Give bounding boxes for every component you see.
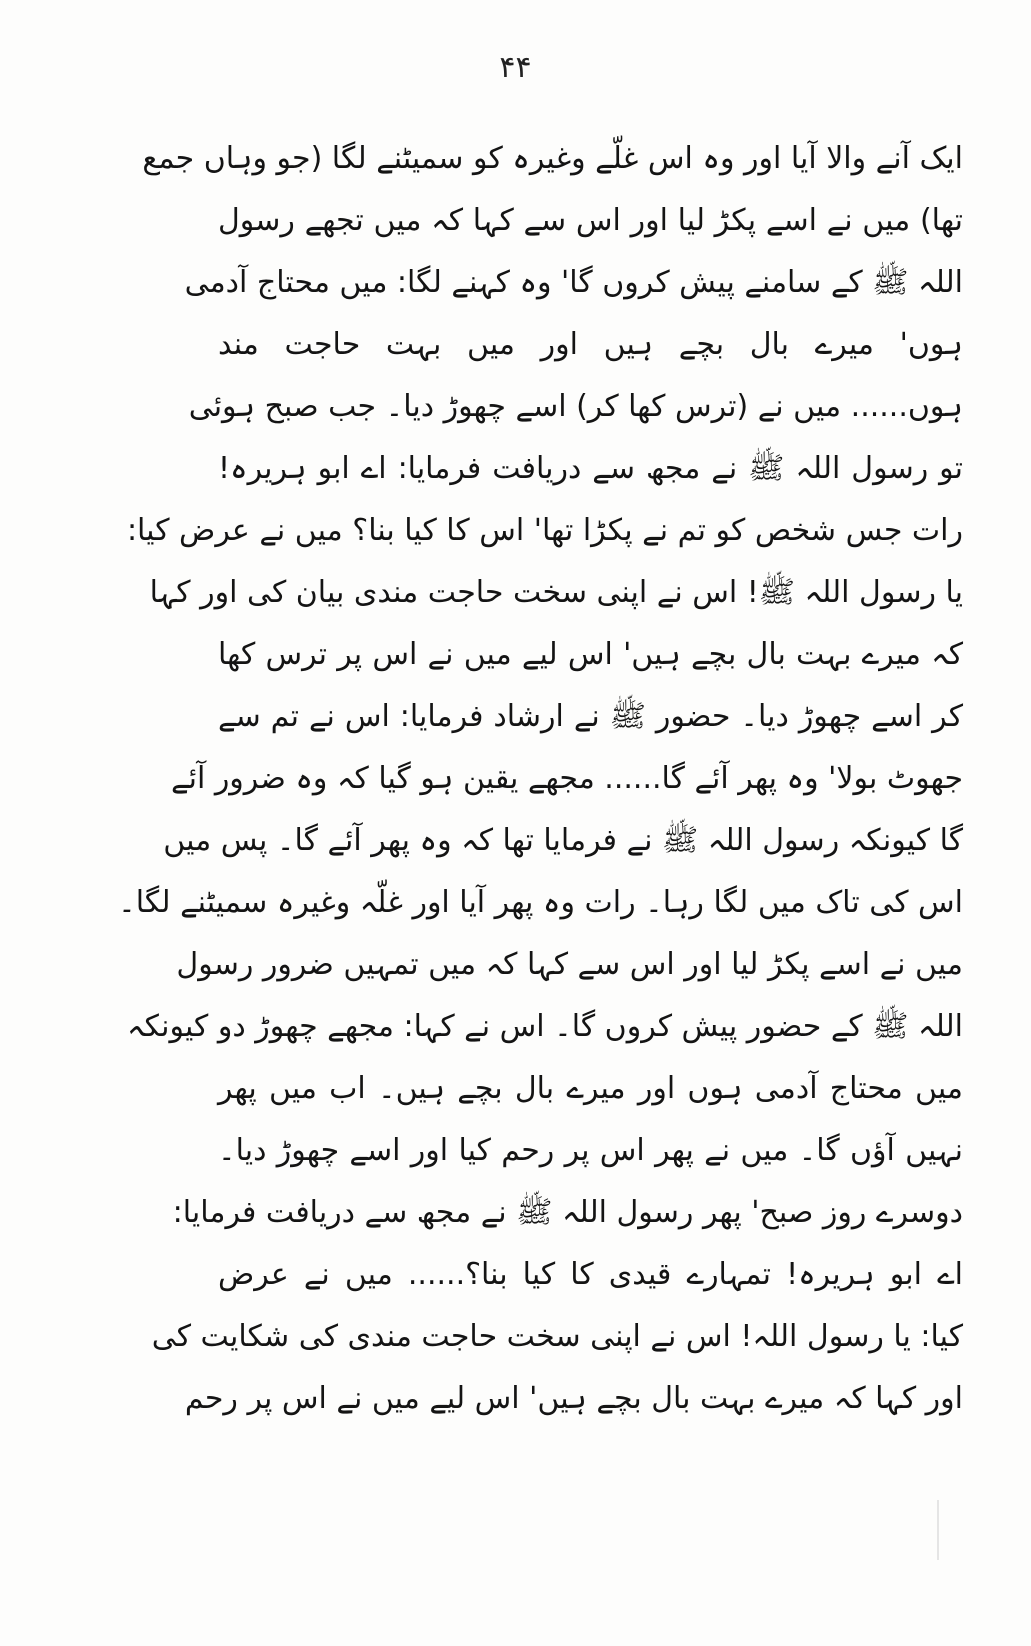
text-line: میں محتاج آدمی ہوں اور میرے بال بچے ہیں۔ اب میں پھر xyxy=(218,1071,963,1106)
text-line: اللہ ﷺ کے حضور پیش کروں گا۔ اس نے کہا: مجھے چھوڑ دو کیونکہ xyxy=(127,1009,963,1044)
text-line: گا کیونکہ رسول اللہ ﷺ نے فرمایا تھا کہ وہ پھر آئے گا۔ پس میں xyxy=(163,823,963,858)
scan-edge-mark xyxy=(937,1500,939,1560)
page-number: ۴۴ xyxy=(499,50,532,85)
text-line: تھا) میں نے اسے پکڑ لیا اور اس سے کہا کہ میں تجھے رسول xyxy=(218,203,963,238)
text-line: ہوں...... میں نے (ترس کھا کر) اسے چھوڑ دیا۔ جب صبح ہوئی xyxy=(188,389,963,424)
text-line: دوسرے روز صبح' پھر رسول اللہ ﷺ نے مجھ سے دریافت فرمایا: xyxy=(172,1195,963,1230)
text-line: کیا: یا رسول اللہ! اس نے اپنی سخت حاجت مندی کی شکایت کی xyxy=(151,1319,963,1354)
text-line: اور کہا کہ میرے بہت بال بچے ہیں' اس لیے میں نے اس پر رحم xyxy=(184,1381,963,1416)
text-line: اس کی تاک میں لگا رہا۔ رات وہ پھر آیا اور غلّہ وغیرہ سمیٹنے لگا۔ xyxy=(118,885,963,920)
text-line: رات جس شخص کو تم نے پکڑا تھا' اس کا کیا بنا؟ میں نے عرض کیا: xyxy=(126,513,963,548)
text-line: یا رسول اللہ ﷺ! اس نے اپنی سخت حاجت مندی بیان کی اور کہا xyxy=(149,575,963,610)
text-line: اے ابو ہریرہ! تمہارے قیدی کا کیا بنا؟...... میں نے عرض xyxy=(218,1257,963,1292)
text-line: اللہ ﷺ کے سامنے پیش کروں گا' وہ کہنے لگا: میں محتاج آدمی xyxy=(184,265,963,300)
body-text xyxy=(118,128,963,1430)
text-line: ایک آنے والا آیا اور وہ اس غلّے وغیرہ کو سمیٹنے لگا (جو وہاں جمع xyxy=(142,141,963,176)
text-line: ہوں' میرے بال بچے ہیں اور میں بہت حاجت مند xyxy=(218,327,963,362)
text-line: کہ میرے بہت بال بچے ہیں' اس لیے میں نے اس پر ترس کھا xyxy=(218,637,963,672)
text-line: جھوٹ بولا' وہ پھر آئے گا...... مجھے یقین ہو گیا کہ وہ ضرور آئے xyxy=(171,761,963,796)
text-line: تو رسول اللہ ﷺ نے مجھ سے دریافت فرمایا: اے ابو ہریرہ! xyxy=(218,451,963,486)
text-line: کر اسے چھوڑ دیا۔ حضور ﷺ نے ارشاد فرمایا: اس نے تم سے xyxy=(218,699,963,734)
text-line: نہیں آؤں گا۔ میں نے پھر اس پر رحم کیا اور اسے چھوڑ دیا۔ xyxy=(218,1133,963,1168)
scan-speck xyxy=(40,688,46,696)
text-line: میں نے اسے پکڑ لیا اور اس سے کہا کہ میں تمہیں ضرور رسول xyxy=(176,947,963,982)
